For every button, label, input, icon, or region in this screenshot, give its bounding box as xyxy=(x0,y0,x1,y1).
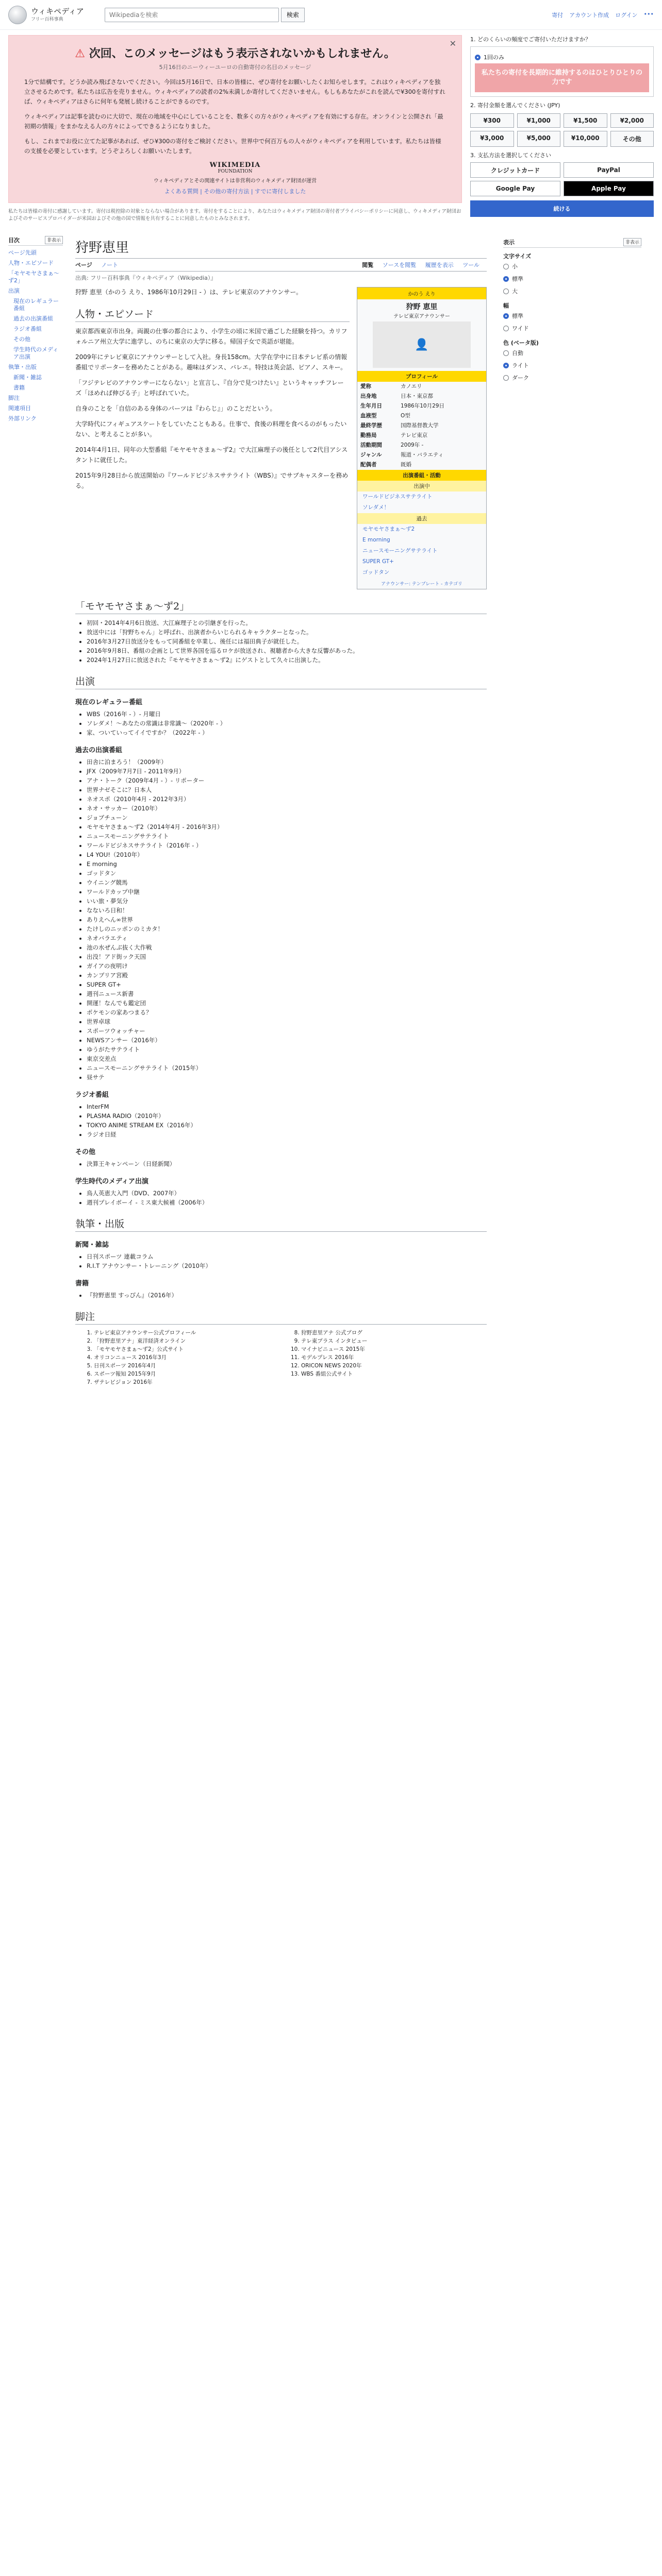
news-list xyxy=(75,1252,487,1270)
toc-item[interactable]: 人物・エピソード xyxy=(8,260,54,266)
search-form xyxy=(105,8,305,22)
body-paragraph: 大学時代にフィギュアスケートをしていたこともある。仕事で、食後の料理を食べるのがもったいない、と考えることが多い。 xyxy=(75,420,347,438)
list-item: 7. ザテレビジョン 2016年 xyxy=(94,1378,279,1386)
more-icon[interactable]: ••• xyxy=(643,10,654,18)
text-size-options xyxy=(503,260,641,297)
list-item: • いい旅・夢気分 xyxy=(87,896,487,906)
infobox-value: テレビ東京 xyxy=(401,432,428,438)
infobox-footer[interactable]: アナウンサー: テンプレート - カテゴリ xyxy=(381,582,462,587)
list-item: • 世界卓球 xyxy=(87,1017,487,1026)
list-item: 5. 日刊スポーツ 2016年4月 xyxy=(94,1362,279,1370)
banner-main xyxy=(8,35,462,228)
amount-option[interactable]: ¥1,000 xyxy=(517,113,561,128)
list-item: • ジョブチューン xyxy=(87,813,487,822)
toc-item[interactable]: ラジオ番組 xyxy=(13,326,42,332)
toc-sidebar xyxy=(0,232,67,1386)
radio-icon xyxy=(503,313,509,319)
infobox-band-profile: プロフィール xyxy=(357,371,486,382)
list-item: • 決算王キャンペーン（日経新聞） xyxy=(87,1159,487,1168)
lead-paragraph: 狩野 恵里（かのう えり、1986年10月29日 - ）は、テレビ東京のアナウンサー。 xyxy=(75,289,302,296)
monthly-cta[interactable]: 私たちの寄付を長期的に維持するのはひとりひとりの力です xyxy=(475,63,649,92)
infobox-row xyxy=(357,450,486,460)
infobox-key: 出身地 xyxy=(360,393,377,399)
org-name: WIKIMEDIA xyxy=(209,161,261,169)
alert-icon: ⚠ xyxy=(75,47,89,60)
list-item: • カンブリア宮殿 xyxy=(87,971,487,980)
infobox-value: O型 xyxy=(401,413,410,419)
subheading-books: 書籍 xyxy=(75,1280,89,1287)
page-title: 狩野恵里 xyxy=(75,237,487,259)
student-list xyxy=(75,1189,487,1207)
other-list xyxy=(75,1159,487,1168)
donation-form xyxy=(470,35,654,228)
list-item: • 放送中には「狩野ちゃん」と呼ばれ、出演者からいじられるキャラクターとなった。 xyxy=(87,628,487,637)
list-item: • ワールドビジネスサテライト（2016年 - ） xyxy=(87,841,487,850)
section-heading-personal: 人物・エピソード xyxy=(75,307,350,322)
list-item: • PLASMA RADIO（2010年） xyxy=(87,1111,487,1121)
infobox-row xyxy=(357,421,486,431)
list-item: • 初回・2014年4月6日放送、大江麻理子との引継ぎを行った。 xyxy=(87,618,487,628)
radio-option[interactable] xyxy=(503,310,641,322)
infobox-key: 愛称 xyxy=(360,383,371,389)
tab-page[interactable]: ページ xyxy=(75,262,92,268)
list-item: • 池の水ぜんぶ抜く大作戦 xyxy=(87,943,487,952)
list-item: • ラジオ日経 xyxy=(87,1130,487,1139)
subheading-other: その他 xyxy=(75,1148,96,1156)
toc-item[interactable]: 執筆・出版 xyxy=(8,364,37,370)
toc-item[interactable]: ページ先頭 xyxy=(8,249,37,256)
banner-links[interactable]: よくある質問 | その他の寄付方法 | すでに寄付しました xyxy=(164,188,306,195)
subheading-past: 過去の出演番組 xyxy=(75,747,123,754)
infobox-value: 日本・東京都 xyxy=(401,393,433,399)
create-account-link[interactable]: アカウント作成 xyxy=(569,11,609,19)
infobox-key: ジャンル xyxy=(360,452,382,458)
infobox-key: 血液型 xyxy=(360,413,377,419)
amount-option[interactable]: ¥2,000 xyxy=(610,113,654,128)
infobox-program-link[interactable]: E morning xyxy=(362,537,390,543)
radio-label: ワイド xyxy=(512,325,529,332)
radio-option[interactable] xyxy=(503,347,641,359)
tab-tools[interactable]: ツール xyxy=(462,262,479,268)
list-item: • 『狩野恵里 すっぴん』（2016年） xyxy=(87,1291,487,1300)
toc-item[interactable]: 学生時代のメディア出演 xyxy=(13,346,59,360)
paypal-button[interactable]: PayPal xyxy=(564,162,654,178)
infobox-program-link[interactable]: ソレダメ！ xyxy=(362,504,390,511)
past-programs-list xyxy=(75,757,487,1082)
list-item: • 2024年1月27日に放送された『モヤモヤさまぁ〜ず2』にゲストとして久々に出演した。 xyxy=(87,655,487,665)
infobox-subtitle: テレビ東京アナウンサー xyxy=(393,314,450,319)
width-options xyxy=(503,310,641,334)
body-paragraph: 2015年9月28日から放送開始の『ワールドビジネスサテライト（WBS）』でサブキャスターを務める。 xyxy=(75,472,349,489)
search-input[interactable] xyxy=(105,8,279,22)
section-heading-appearances: 出演 xyxy=(75,674,487,689)
infobox-band-current: 出演中 xyxy=(357,481,486,492)
toc-list xyxy=(8,248,63,424)
radio-icon xyxy=(503,350,509,356)
banner-fine-print: 私たちは皆様の寄付に感謝しています。寄付は税控除の対象とならない場合があります。寄付をすることにより、あなたはウィキメディア財団の寄付者プライバシーポリシーに同意し、ウィキメディア財団およびそのサービスプロバイダーが米国およびその他の国で情報を共有することに同意したものとみなされます。 xyxy=(8,209,461,222)
list-item: • ガイアの夜明け xyxy=(87,961,487,971)
appearance-header xyxy=(503,238,641,248)
list-item: • 世界ナゼそこに？日本人 xyxy=(87,785,487,794)
login-link[interactable]: ログイン xyxy=(615,11,638,19)
user-links xyxy=(552,11,654,19)
payment-grid xyxy=(470,162,654,196)
current-programs-list xyxy=(75,709,487,737)
list-item: • E morning xyxy=(87,859,487,869)
infobox-row xyxy=(357,411,486,421)
list-item: • ポケモンの家あつまる？ xyxy=(87,1008,487,1017)
infobox xyxy=(357,287,487,589)
body-paragraph: 2014年4月1日、同年の大型番組『モヤモヤさまぁ〜ず2』で大江麻理子の後任として2代目アシスタントに就任した。 xyxy=(75,446,348,464)
amount-option[interactable]: ¥3,000 xyxy=(470,131,514,147)
list-item: • 週刊ニュース新書 xyxy=(87,989,487,998)
list-item: • 鳥人英恵大入門（DVD、2007年） xyxy=(87,1189,487,1198)
body-paragraph: 東京都西東京市出身。両親の仕事の都合により、小学生の頃に米国で過ごした経験を持つ。カリフォルニア州立大学に進学し、のちに東京の大学に移る。帰国子女で英語が堪能。 xyxy=(75,328,347,345)
frequency-once[interactable] xyxy=(475,51,649,63)
list-item: • 週刊プレイボーイ - ミス東大候補（2006年） xyxy=(87,1198,487,1207)
radio-list xyxy=(75,1102,487,1139)
toc-item[interactable]: 「モヤモヤさまぁ〜ず2」 xyxy=(8,270,59,284)
list-item: • 東京交差点 xyxy=(87,1054,487,1063)
body-paragraph: 「フジテレビのアナウンサーにならない」と宣言し、『自分で見つけたい』というキャッチフレーズ「ほめれば伸びる子」と呼ばれていた。 xyxy=(75,379,344,397)
infobox-program-link[interactable]: ニュースモーニングサテライト xyxy=(362,548,438,554)
toc-item[interactable]: 出演 xyxy=(8,287,20,294)
toc-title: 目次 xyxy=(8,237,20,244)
references-left xyxy=(85,1329,279,1386)
amount-option[interactable]: ¥5,000 xyxy=(517,131,561,147)
globe-icon xyxy=(8,6,27,24)
appearance-hide-button[interactable]: 非表示 xyxy=(623,238,641,246)
amount-grid xyxy=(470,113,654,147)
subheading-news: 新聞・雑誌 xyxy=(75,1241,109,1249)
references-right xyxy=(292,1329,487,1386)
infobox-key: 生年月日 xyxy=(360,403,382,409)
subheading-student: 学生時代のメディア出演 xyxy=(75,1178,148,1185)
radio-icon xyxy=(503,276,509,282)
list-item: 11. モデルプレス 2016年 xyxy=(301,1353,487,1362)
list-item: • ありえへん∞世界 xyxy=(87,915,487,924)
infobox-band-past: 過去 xyxy=(357,513,486,524)
list-item: 9. テレ東プラス インタビュー xyxy=(301,1337,487,1345)
books-list xyxy=(75,1291,487,1300)
toc-item[interactable]: 過去の出演番組 xyxy=(13,315,53,322)
lead-area xyxy=(75,287,487,589)
banner-title xyxy=(24,45,446,61)
banner-footer xyxy=(24,161,446,195)
list-item: 10. マイナビニュース 2015年 xyxy=(301,1345,487,1353)
tab-read[interactable]: 閲覧 xyxy=(362,262,374,268)
frequency-label: 1回のみ xyxy=(484,54,504,61)
infobox-name: 狩野 恵里 xyxy=(406,303,438,311)
portrait-placeholder-icon: 👤 xyxy=(373,321,471,368)
radio-icon xyxy=(503,326,509,331)
list-item: • ウイニング競馬 xyxy=(87,878,487,887)
amount-option[interactable]: その他 xyxy=(610,131,654,147)
list-item: 13. WBS 番組公式サイト xyxy=(301,1370,487,1378)
from-line: 出典: フリー百科事典『ウィキペディア（Wikipedia）』 xyxy=(75,275,217,281)
list-item: • 昼サテ xyxy=(87,1073,487,1082)
logo-title: ウィキペディア xyxy=(31,7,84,16)
infobox-value: 2009年 - xyxy=(401,442,424,448)
list-item: • 出没！アド街ック天国 xyxy=(87,952,487,961)
wikimedia-logo xyxy=(24,161,446,174)
section-heading-writing: 執筆・出版 xyxy=(75,1216,487,1232)
infobox-reading: かのう えり xyxy=(357,287,486,299)
list-item: 4. オリコンニュース 2016年3月 xyxy=(94,1353,279,1362)
section-moyasama-list xyxy=(75,618,487,665)
references xyxy=(75,1329,487,1386)
list-item: 1. テレビ東京アナウンサー公式プロフィール xyxy=(94,1329,279,1337)
text-size-title: 文字サイズ xyxy=(503,253,532,260)
toc-item[interactable]: 現在のレギュラー番組 xyxy=(13,298,59,312)
infobox-key: 活動期間 xyxy=(360,442,382,448)
infobox-row xyxy=(357,401,486,411)
tabs-left xyxy=(75,261,125,269)
list-item: • ネオスポ（2010年4月 - 2012年3月） xyxy=(87,794,487,804)
lead-text xyxy=(75,287,350,589)
radio-label: ライト xyxy=(512,362,529,369)
infobox-row xyxy=(357,431,486,440)
color-options xyxy=(503,347,641,384)
infobox-value: カノエリ xyxy=(401,383,422,389)
infobox-value: 既婚 xyxy=(401,462,411,468)
list-item: • TOKYO ANIME STREAM EX（2016年） xyxy=(87,1121,487,1130)
tab-history[interactable]: 履歴を表示 xyxy=(425,262,454,268)
radio-option[interactable] xyxy=(503,359,641,371)
search-button[interactable]: 検索 xyxy=(281,8,305,22)
infobox-current-list xyxy=(357,492,486,513)
apple-pay-button[interactable]: Apple Pay xyxy=(564,181,654,196)
infobox-past-list xyxy=(357,524,486,578)
radio-option[interactable] xyxy=(503,322,641,334)
radio-label: 標準 xyxy=(512,313,523,319)
article-tabs xyxy=(75,261,487,272)
infobox-band-activities: 出演番組・活動 xyxy=(357,470,486,481)
radio-label: 自動 xyxy=(512,350,523,357)
donate-question-1: 1. どのくらいの頻度でご寄付いただけますか？ xyxy=(470,36,591,43)
radio-option[interactable] xyxy=(503,273,641,285)
list-item: • ワールドカップ中継 xyxy=(87,887,487,896)
list-item: • ゴッドタン xyxy=(87,869,487,878)
infobox-key: 配偶者 xyxy=(360,462,377,468)
toc-item[interactable]: 脚注 xyxy=(8,395,20,401)
radio-option[interactable] xyxy=(503,371,641,384)
header xyxy=(0,0,662,30)
list-item: • SUPER GT+ xyxy=(87,980,487,989)
radio-label: ダーク xyxy=(512,375,529,381)
list-item: • 田舎に泊まろう！（2009年） xyxy=(87,757,487,767)
banner-message xyxy=(8,35,462,203)
toc-item[interactable]: 関連項目 xyxy=(8,405,31,412)
tab-view-source[interactable]: ソースを閲覧 xyxy=(382,262,417,268)
toc-hide-button[interactable]: 非表示 xyxy=(45,236,63,244)
list-item: • スポーツウォッチャー xyxy=(87,1026,487,1036)
radio-label: 大 xyxy=(512,288,518,295)
list-item: • アナ・トーク（2009年4月 - ）- リポーター xyxy=(87,776,487,785)
banner-paragraph-1: 1分で結構です。どうか読み飛ばさないでください。今回は5月16日で、日本の皆様に、ぜひ寄付をお願いしたくお知らせします。これはウィキペディアを独立させるためです。私たちは広告を売りません。ウィキペディアの読者の2%未満しか寄付してくださいません。もしもあなたがこれを読んで¥300を寄付すれば、ウィキペディアはさらに何年も発展し続けることができるのです。 xyxy=(24,78,445,105)
infobox-row xyxy=(357,460,486,470)
list-item: 3. 「モヤモヤさまぁ〜ず2」公式サイト xyxy=(94,1345,279,1353)
color-title: 色 (ベータ版) xyxy=(503,340,539,346)
wikipedia-logo[interactable] xyxy=(8,6,84,24)
donate-link[interactable]: 寄付 xyxy=(552,11,564,19)
fundraising-banner xyxy=(0,30,662,228)
amount-option[interactable]: ¥1,500 xyxy=(564,113,607,128)
list-item: • NEWSアンサー（2016年） xyxy=(87,1036,487,1045)
list-item: 8. 狩野恵里アナ 公式ブログ xyxy=(301,1329,487,1337)
list-item: • なないろ日和！ xyxy=(87,906,487,915)
list-item: • ネオ・サッカー（2010年） xyxy=(87,804,487,813)
subheading-current: 現在のレギュラー番組 xyxy=(75,699,143,706)
list-item: 12. ORICON NEWS 2020年 xyxy=(301,1362,487,1370)
list-item: • ニュースモーニングサテライト xyxy=(87,832,487,841)
donate-question-2: 2. 寄付金額を選んでください (JPY) xyxy=(470,102,560,109)
list-item: • 日刊スポーツ 連載コラム xyxy=(87,1252,487,1261)
list-item: • WBS（2016年 - ）- 月曜日 xyxy=(87,709,487,719)
list-item: • ソレダメ！〜あなたの常識は非常識〜（2020年 - ） xyxy=(87,719,487,728)
list-item: • ニュースモーニングサテライト（2015年） xyxy=(87,1063,487,1073)
list-item: • R.I.T アナウンサー・トレーニング（2010年） xyxy=(87,1261,487,1270)
org-line: ウィキペディアとその関連サイトは非営利のウィキメディア財団が運営 xyxy=(153,178,317,184)
subheading-radio: ラジオ番組 xyxy=(75,1091,109,1099)
donate-question-3: 3. 支払方法を選択してください xyxy=(470,152,551,159)
tabs-right xyxy=(362,261,487,269)
infobox-row xyxy=(357,440,486,450)
radio-label: 小 xyxy=(512,263,518,270)
toc-item[interactable]: その他 xyxy=(13,336,30,343)
infobox-program-link[interactable]: ワールドビジネスサテライト xyxy=(362,494,433,500)
amount-option[interactable]: ¥10,000 xyxy=(564,131,607,147)
toc-header xyxy=(8,236,63,246)
credit-card-button[interactable]: クレジットカード xyxy=(470,162,560,178)
list-item: • 開運！なんでも鑑定団 xyxy=(87,998,487,1008)
list-item: • たけしのニッポンのミカタ！ xyxy=(87,924,487,934)
section-heading-moyasama: 「モヤモヤさまぁ〜ず2」 xyxy=(75,599,487,614)
infobox-program-link[interactable]: ゴッドタン xyxy=(362,569,390,575)
body-paragraph: 自身のことを「自信のある身体のパーツは『わらじ』」のことだという。 xyxy=(75,405,276,412)
radio-option[interactable] xyxy=(503,260,641,273)
banner-title-text: 次回、このメッセージはもう表示されないかもしれません。 xyxy=(89,47,395,60)
frequency-box xyxy=(470,46,654,97)
toc-item[interactable]: 外部リンク xyxy=(8,415,37,422)
infobox-program-link[interactable]: モヤモヤさまぁ〜ず2 xyxy=(362,526,415,532)
list-item: • モヤモヤさまぁ〜ず2（2014年4月 - 2016年3月） xyxy=(87,822,487,832)
body-paragraph: 2009年にテレビ東京にアナウンサーとして入社。身長158cm。大学在学中に日本テレビ系の情報番組でリポーターを務めたことがある。趣味はダンス、バレエ。特技は英会話、ピアノ、スキー。 xyxy=(75,353,347,371)
radio-icon xyxy=(503,289,509,294)
google-pay-button[interactable]: Google Pay xyxy=(470,181,560,196)
infobox-row xyxy=(357,392,486,401)
radio-icon xyxy=(503,264,509,269)
infobox-key: 最終学歴 xyxy=(360,422,382,429)
close-icon[interactable]: ✕ xyxy=(449,39,456,48)
logo-subtitle: フリー百科事典 xyxy=(31,17,63,22)
list-item: • 2016年9月8日、番組の企画として世界各国を巡るロケが放送され、視聴者から大きな反響があった。 xyxy=(87,646,487,655)
list-item: • 2016年3月27日放送分をもって同番組を卒業し、後任には福田典子が就任した。 xyxy=(87,637,487,646)
page-body xyxy=(0,232,662,1386)
list-item: • 家、ついていってイイですか？（2022年 - ） xyxy=(87,728,487,737)
radio-icon xyxy=(503,375,509,381)
org-sub: FOUNDATION xyxy=(218,169,253,174)
tab-talk[interactable]: ノート xyxy=(101,262,118,268)
radio-icon xyxy=(503,363,509,368)
list-item: 6. スポーツ報知 2015年9月 xyxy=(94,1370,279,1378)
infobox-value: 報道・バラエティ xyxy=(401,452,444,458)
radio-option[interactable] xyxy=(503,285,641,297)
radio-icon xyxy=(475,55,481,60)
banner-paragraph-2: ウィキペディアは記事を読むのに大切で、現在の地域を中心にしていることを、数多くの方々がウィキペディアを有効にする存在。オンラインと公開され「最初期の情報」をまかなえる人の方々によってできるようになりました。 xyxy=(24,113,443,130)
banner-paragraph-3: もし、これまでお役に立てた記事があれば、ぜひ¥300の寄付をご検討ください。世界中で何百万もの人々がウィキペディアを利用しています。私たちは皆様の支援を必要としています。どうぞよろしくお願いいたします。 xyxy=(24,138,441,155)
banner-date: 5月16日のニーウィーユーロの自動寄付の名目のメッセージ xyxy=(159,64,311,71)
continue-button[interactable]: 続ける xyxy=(470,200,654,217)
appearance-tools xyxy=(503,238,641,384)
infobox-row xyxy=(357,382,486,392)
infobox-key: 勤務局 xyxy=(360,432,377,438)
width-title: 幅 xyxy=(503,302,509,309)
infobox-rows xyxy=(357,382,486,470)
section-personal-body xyxy=(75,326,350,491)
list-item: • JFX（2009年7月7日 - 2011年9月） xyxy=(87,767,487,776)
toc-item[interactable]: 新聞・雑誌 xyxy=(13,374,42,381)
appearance-panel xyxy=(495,232,650,1386)
toc-item[interactable]: 書籍 xyxy=(13,384,25,391)
list-item: • L4 YOU!（2010年） xyxy=(87,850,487,859)
infobox-value: 1986年10月29日 xyxy=(401,403,444,409)
appearance-title: 表示 xyxy=(503,239,515,246)
list-item: • ゆうがたサテライト xyxy=(87,1045,487,1054)
list-item: • ネオバラエティ xyxy=(87,934,487,943)
section-heading-notes: 脚注 xyxy=(75,1309,487,1325)
amount-option[interactable]: ¥300 xyxy=(470,113,514,128)
infobox-program-link[interactable]: SUPER GT+ xyxy=(362,558,394,565)
list-item: • InterFM xyxy=(87,1102,487,1111)
article-content xyxy=(67,232,495,1386)
infobox-value: 国際基督教大学 xyxy=(401,422,439,429)
list-item: 2. 「狩野恵里アナ」東洋経済オンライン xyxy=(94,1337,279,1345)
radio-label: 標準 xyxy=(512,276,523,282)
